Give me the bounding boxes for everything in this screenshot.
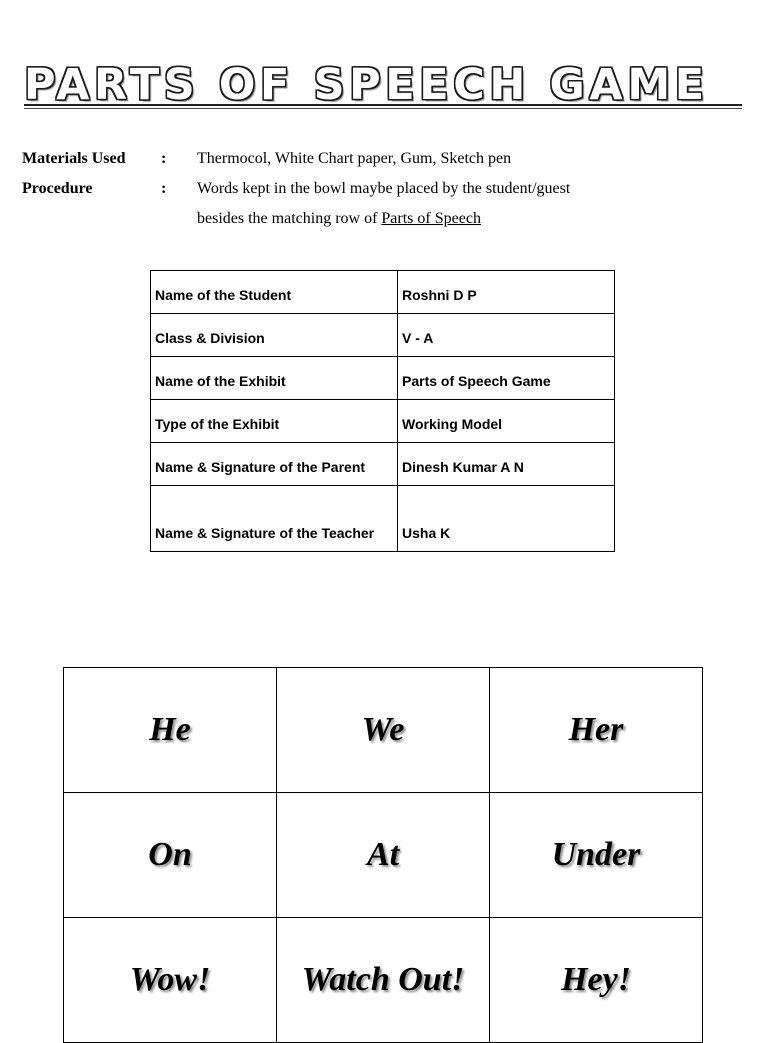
word-grid (63, 667, 703, 1043)
detail-value: Parts of Speech Game (398, 357, 615, 400)
word-card: Wow! (64, 918, 277, 1043)
detail-value: Working Model (398, 400, 615, 443)
title-underline-thin (24, 108, 742, 109)
procedure-label: Procedure (22, 180, 93, 197)
word-row-prepositions (64, 793, 703, 918)
procedure-line2-prefix: besides the matching row of (197, 210, 382, 227)
detail-label: Name & Signature of the Parent (151, 443, 398, 486)
procedure-line2 (197, 210, 481, 228)
word-card: Under (490, 793, 703, 918)
detail-label: Name of the Student (151, 271, 398, 314)
detail-value: Roshni D P (398, 271, 615, 314)
table-row (151, 486, 615, 552)
procedure-line1: Words kept in the bowl maybe placed by the student/guest (197, 180, 571, 197)
title-underline (24, 104, 742, 106)
word-card: He (64, 668, 277, 793)
word-card: On (64, 793, 277, 918)
table-row (151, 271, 615, 314)
word-card: Watch Out! (277, 918, 490, 1043)
page-title: PARTS OF SPEECH GAME (24, 60, 709, 110)
detail-label: Name & Signature of the Teacher (151, 486, 398, 552)
word-card: Her (490, 668, 703, 793)
table-row (151, 400, 615, 443)
detail-value: V - A (398, 314, 615, 357)
word-card: We (277, 668, 490, 793)
word-card: At (277, 793, 490, 918)
detail-label: Type of the Exhibit (151, 400, 398, 443)
materials-label: Materials Used (22, 150, 126, 167)
table-row (151, 443, 615, 486)
detail-value: Usha K (398, 486, 615, 552)
word-card: Hey! (490, 918, 703, 1043)
materials-value: Thermocol, White Chart paper, Gum, Sketch pen (197, 150, 512, 167)
detail-label: Class & Division (151, 314, 398, 357)
detail-value: Dinesh Kumar A N (398, 443, 615, 486)
procedure-parts-of-speech: Parts of Speech (381, 210, 481, 227)
materials-colon: : (161, 150, 167, 167)
table-row (151, 314, 615, 357)
detail-label: Name of the Exhibit (151, 357, 398, 400)
procedure-colon: : (161, 180, 167, 197)
table-row (151, 357, 615, 400)
word-row-pronouns (64, 668, 703, 793)
exhibit-details-table (150, 270, 615, 552)
